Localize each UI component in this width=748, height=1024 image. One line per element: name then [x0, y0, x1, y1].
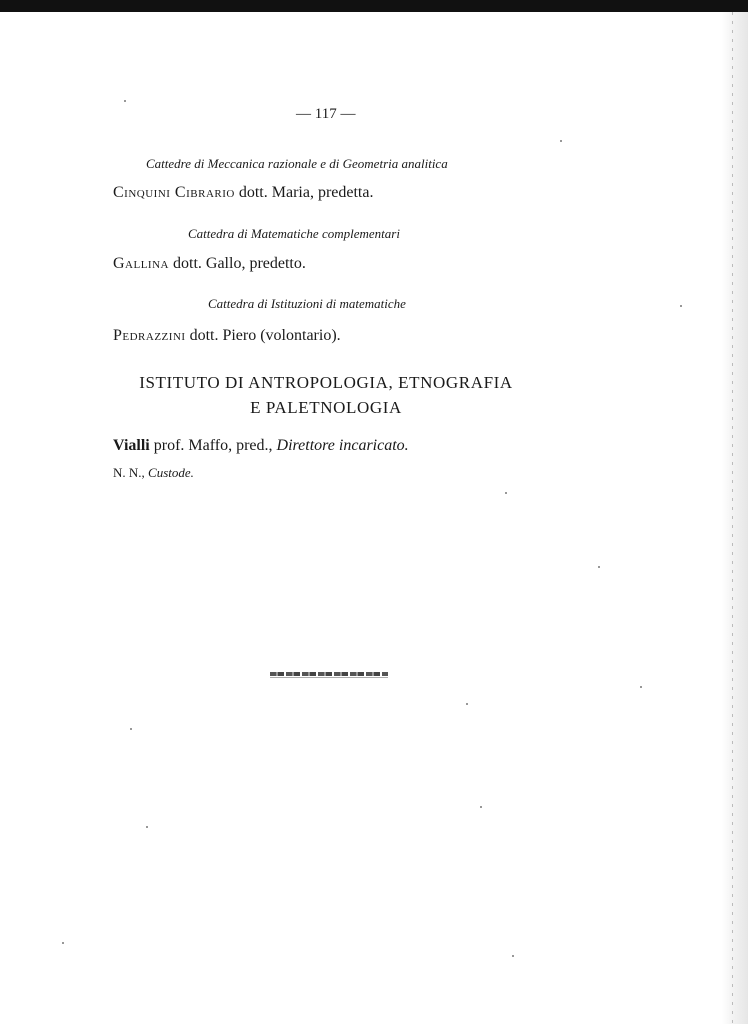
director-entry [113, 437, 409, 455]
scan-speck [124, 100, 126, 102]
scan-speck [62, 942, 64, 944]
staff-entry [113, 184, 373, 202]
scan-right-edge [722, 12, 748, 1024]
scan-speck [146, 826, 148, 828]
scan-speck [512, 955, 514, 957]
custodian-entry [113, 465, 194, 481]
scan-speck [640, 686, 642, 688]
custodian-role: Custode. [148, 465, 194, 480]
director-details: prof. Maffo, pred., [149, 437, 277, 454]
scan-speck [505, 492, 507, 494]
decorative-rule [270, 672, 388, 676]
staff-details: dott. Piero (volontario). [185, 327, 341, 344]
scan-speck [466, 703, 468, 705]
custodian-name: N. N., [113, 465, 145, 480]
staff-details: dott. Gallo, predetto. [169, 255, 306, 272]
page-number: — 117 — [296, 106, 356, 122]
staff-surname: Pedrazzini [113, 327, 186, 344]
scan-speck [598, 566, 600, 568]
scan-speck [130, 728, 132, 730]
director-name: Vialli [113, 437, 150, 454]
director-role: Direttore incaricato. [276, 437, 409, 454]
institute-title-line1: ISTITUTO DI ANTROPOLOGIA, ETNOGRAFIA [139, 373, 513, 392]
staff-entry [113, 327, 341, 345]
section-heading: Cattedra di Matematiche complementari [188, 226, 400, 241]
scan-speck [680, 305, 682, 307]
scan-top-border [0, 0, 748, 12]
scan-speck [480, 806, 482, 808]
staff-details: dott. Maria, predetta. [234, 184, 374, 201]
section-heading: Cattedre di Meccanica razionale e di Geometria analitica [146, 156, 448, 171]
staff-entry [113, 255, 306, 273]
staff-surname: Cinquini Cibrario [113, 184, 235, 201]
section-heading: Cattedra di Istituzioni di matematiche [208, 296, 406, 311]
scan-speck [560, 140, 562, 142]
institute-title-line2: E PALETNOLOGIA [250, 398, 402, 417]
staff-surname: Gallina [113, 255, 169, 272]
